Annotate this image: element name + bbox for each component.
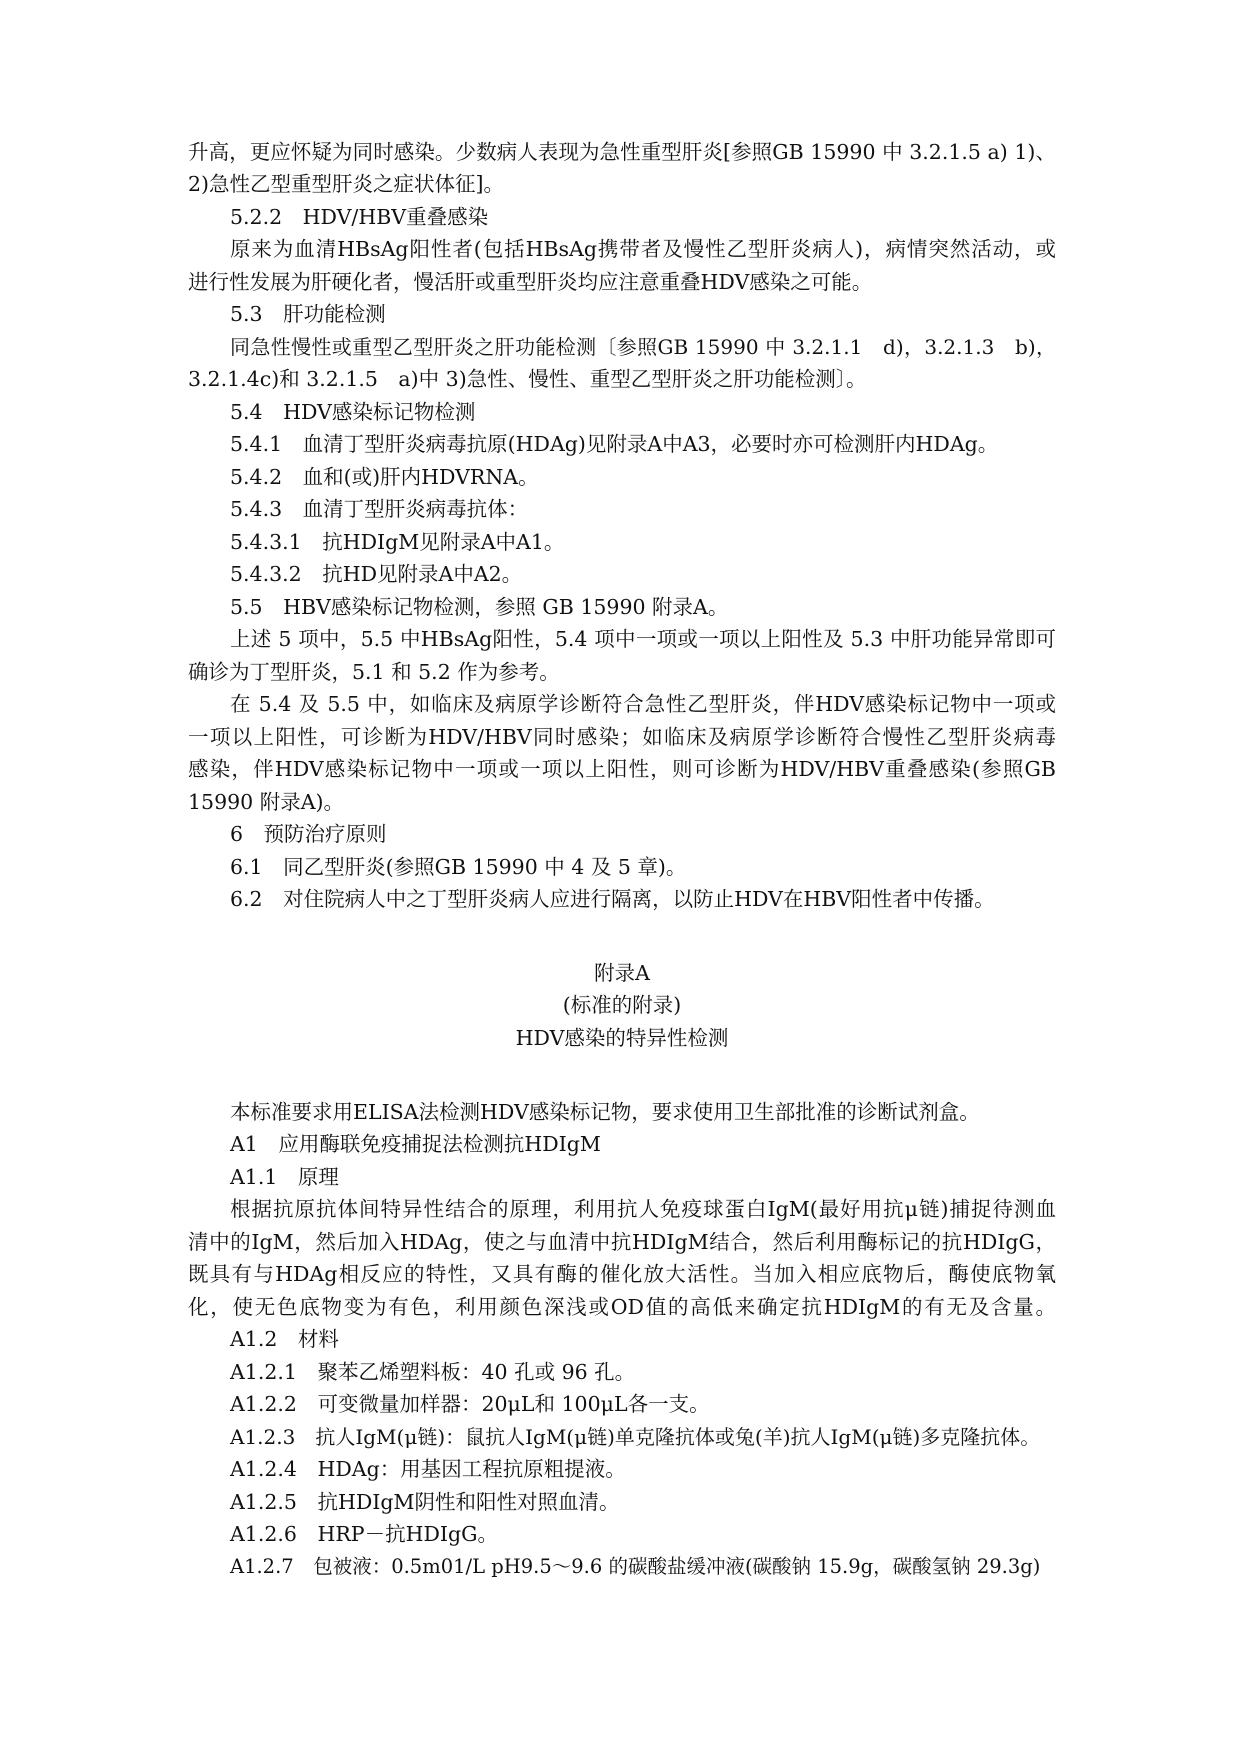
text-line: A1.2.5 抗HDIgM阴性和阳性对照血清。 — [230, 1490, 620, 1514]
text-line: 5.4.3.2 抗HD见附录A中A2。 — [230, 562, 523, 586]
text-line: 本标准要求用ELISA法检测HDV感染标记物，要求使用卫生部批准的诊断试剂盒。 — [230, 1100, 980, 1124]
text-line: 清中的IgM，然后加入HDAg，使之与血清中抗HDIgM结合，然后利用酶标记的抗HDIgG， — [188, 1230, 1056, 1254]
text-line: 一项以上阳性，可诊断为HDV/HBV同时感染；如临床及病原学诊断符合慢性乙型肝炎病毒 — [188, 725, 1056, 749]
text-line: 感染，伴HDV感染标记物中一项或一项以上阳性，则可诊断为HDV/HBV重叠感染(参照GB — [188, 757, 1056, 781]
text-line: 同急性慢性或重型乙型肝炎之肝功能检测〔参照GB 15990 中 3.2.1.1 d)，3.2.1.3 b)， — [230, 335, 1056, 359]
text-line: 上述 5 项中，5.5 中HBsAg阳性，5.4 项中一项或一项以上阳性及 5.3 中肝功能异常即可 — [230, 627, 1056, 651]
appendix-subtitle: (标准的附录) — [562, 993, 682, 1017]
text-line: 在 5.4 及 5.5 中，如临床及病原学诊断符合急性乙型肝炎，伴HDV感染标记物中一项或 — [230, 692, 1056, 716]
text-line: 进行性发展为肝硬化者，慢活肝或重型肝炎均应注意重叠HDV感染之可能。 — [188, 270, 873, 294]
text-line: A1.2.6 HRP－抗HDIgG。 — [230, 1522, 498, 1546]
section-heading: 6 预防治疗原则 — [230, 822, 387, 846]
section-heading: A1.1 原理 — [230, 1165, 339, 1189]
appendix-title: 附录A — [594, 961, 650, 985]
text-line: 3.2.1.4c)和 3.2.1.5 a)中 3)急性、慢性、重型乙型肝炎之肝功能检测〕。 — [188, 367, 867, 391]
text-line: 6.1 同乙型肝炎(参照GB 15990 中 4 及 5 章)。 — [230, 855, 687, 879]
text-line: 6.2 对住院病人中之丁型肝炎病人应进行隔离，以防止HDV在HBV阳性者中传播。 — [230, 887, 995, 911]
text-line: 原来为血清HBsAg阳性者(包括HBsAg携带者及慢性乙型肝炎病人)，病情突然活动，或 — [230, 237, 1056, 261]
text-line: 根据抗原抗体间特异性结合的原理，利用抗人免疫球蛋白IgM(最好用抗μ链)捕捉待测血 — [230, 1197, 1056, 1221]
text-line: 2)急性乙型重型肝炎之症状体征]。 — [188, 172, 505, 196]
section-heading: 5.4 HDV感染标记物检测 — [230, 400, 476, 424]
text-line: 5.4.3 血清丁型肝炎病毒抗体： — [230, 497, 529, 521]
text-line: A1.2.7 包被液：0.5m01/L pH9.5～9.6 的碳酸盐缓冲液(碳酸钠 15.9g，碳酸氢钠 29.3g) — [230, 1555, 1041, 1578]
section-heading: A1.2 材料 — [230, 1327, 339, 1351]
text-line: 15990 附录A)。 — [188, 790, 345, 814]
text-line: A1.2.3 抗人IgM(μ链)：鼠抗人IgM(μ链)单克隆抗体或兔(羊)抗人IgM(μ链)多克隆抗体。 — [230, 1425, 1041, 1449]
text-line: 既具有与HDAg相反应的特性，又具有酶的催化放大活性。当加入相应底物后，酶使底物氧 — [188, 1262, 1056, 1286]
text-line: 5.4.1 血清丁型肝炎病毒抗原(HDAg)见附录A中A3，必要时亦可检测肝内HDAg。 — [230, 432, 999, 456]
section-heading: 5.3 肝功能检测 — [230, 302, 386, 326]
section-heading: 5.2.2 HDV/HBV重叠感染 — [230, 205, 489, 229]
appendix-heading: HDV感染的特异性检测 — [515, 1026, 729, 1050]
text-line: A1.2.2 可变微量加样器：20μL和 100μL各一支。 — [230, 1392, 710, 1416]
text-line: A1.2.4 HDAg：用基因工程抗原粗提液。 — [230, 1457, 626, 1481]
text-line: 升高，更应怀疑为同时感染。少数病人表现为急性重型肝炎[参照GB 15990 中 3.2.1.5 a) 1)、 — [188, 140, 1056, 164]
text-line: 5.4.3.1 抗HDIgM见附录A中A1。 — [230, 530, 565, 554]
text-line: 化，使无色底物变为有色，利用颜色深浅或OD值的高低来确定抗HDIgM的有无及含量。 — [188, 1295, 1056, 1319]
section-heading: A1 应用酶联免疫捕捉法检测抗HDIgM — [230, 1132, 601, 1156]
text-line: 5.5 HBV感染标记物检测，参照 GB 15990 附录A。 — [230, 595, 729, 619]
text-line: 5.4.2 血和(或)肝内HDVRNA。 — [230, 465, 539, 489]
text-line: A1.2.1 聚苯乙烯塑料板：40 孔或 96 孔。 — [230, 1360, 636, 1384]
text-line: 确诊为丁型肝炎，5.1 和 5.2 作为参考。 — [188, 660, 560, 684]
